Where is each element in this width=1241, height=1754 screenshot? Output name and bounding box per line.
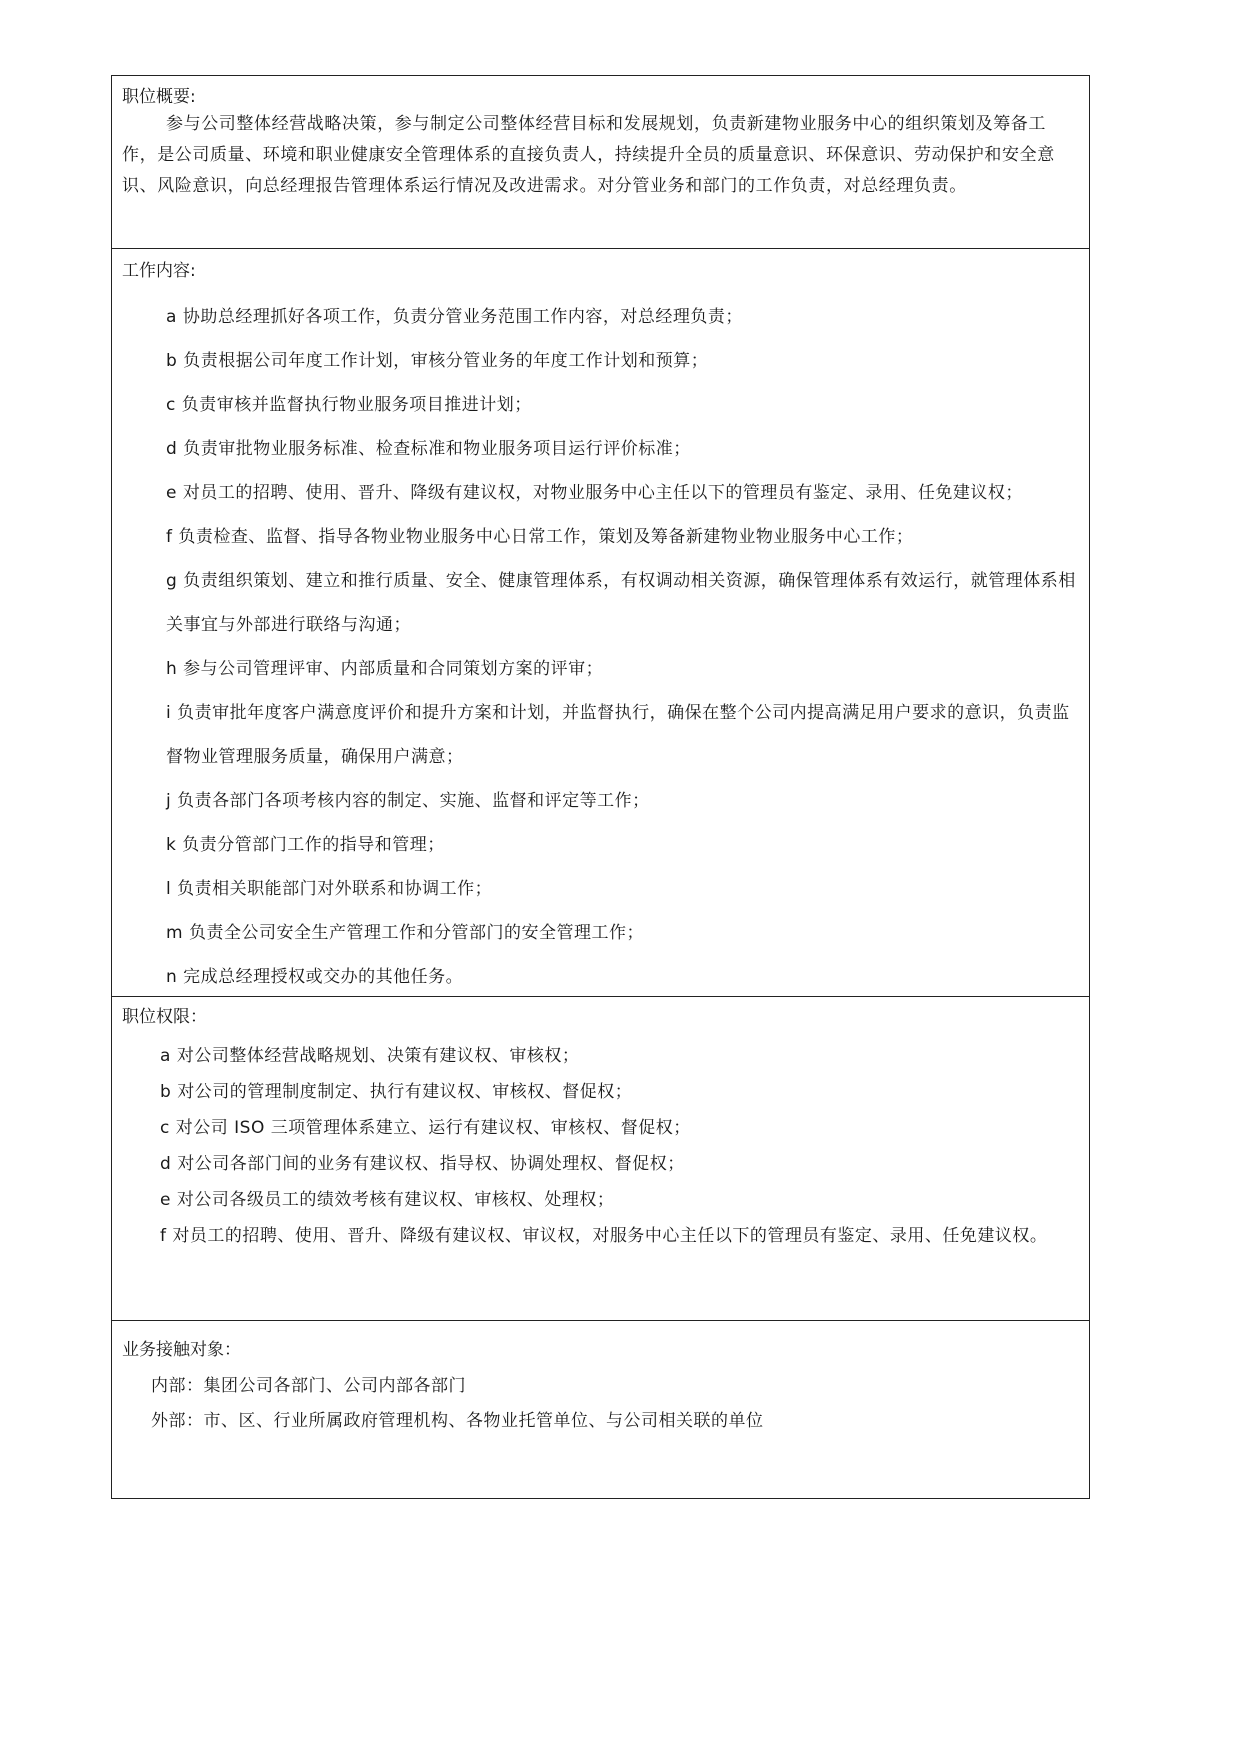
work-content-heading: 工作内容: [122, 261, 196, 281]
list-item: f 负责检查、监督、指导各物业物业服务中心日常工作，策划及筹备新建物业物业服务中心工作； [166, 527, 914, 547]
list-item: l 负责相关职能部门对外联系和协调工作； [166, 879, 493, 899]
list-item: e 对员工的招聘、使用、晋升、降级有建议权，对物业服务中心主任以下的管理员有鉴定、录用、任免建议权； [166, 483, 1023, 503]
business-contacts-heading: 业务接触对象： [122, 1340, 241, 1360]
external-contacts: 外部：市、区、行业所属政府管理机构、各物业托管单位、与公司相关联的单位 [151, 1411, 764, 1431]
list-item: b 负责根据公司年度工作计划，审核分管业务的年度工作计划和预算； [166, 351, 709, 371]
work-content-list [122, 282, 1079, 999]
job-summary-heading: 职位概要: [122, 87, 196, 107]
list-item: a 协助总经理抓好各项工作，负责分管业务范围工作内容，对总经理负责； [166, 307, 743, 327]
list-item: d 对公司各部门间的业务有建议权、指导权、协调处理权、督促权； [160, 1154, 685, 1174]
authority-list [122, 1028, 1079, 1252]
list-item: i 负责审批年度客户满意度评价和提升方案和计划，并监督执行，确保在整个公司内提高满足用户要求的意识，负责监督物业管理服务质量，确保用户满意； [166, 703, 1070, 767]
list-item: g 负责组织策划、建立和推行质量、安全、健康管理体系，有权调动相关资源，确保管理体系有效运行，就管理体系相关事宜与外部进行联络与沟通； [166, 571, 1076, 635]
list-item: c 负责审核并监督执行物业服务项目推进计划； [166, 395, 532, 415]
list-item: m 负责全公司安全生产管理工作和分管部门的安全管理工作； [166, 923, 644, 943]
internal-contacts: 内部：集团公司各部门、公司内部各部门 [151, 1376, 466, 1396]
list-item: k 负责分管部门工作的指导和管理； [166, 835, 445, 855]
job-description-table [111, 75, 1090, 1499]
list-item: f 对员工的招聘、使用、晋升、降级有建议权、审议权，对服务中心主任以下的管理员有鉴定、录用、任免建议权。 [160, 1226, 1048, 1246]
list-item: e 对公司各级员工的绩效考核有建议权、审核权、处理权； [160, 1190, 615, 1210]
list-item: h 参与公司管理评审、内部质量和合同策划方案的评审； [166, 659, 604, 679]
work-content-section [112, 248, 1089, 996]
business-contacts-section [112, 1320, 1089, 1498]
job-summary-section [112, 76, 1089, 248]
list-item: n 完成总经理授权或交办的其他任务。 [166, 967, 464, 987]
job-summary-text: 参与公司整体经营战略决策，参与制定公司整体经营目标和发展规划，负责新建物业服务中心的组织策划及筹备工作，是公司质量、环境和职业健康安全管理体系的直接负责人，持续提升全员的质量意识、环保意识、劳动保护和安全意识、风险意识，向总经理报告管理体系运行情况及改进需求。对分管业务和部门的工作负责，对总经理负责。 [122, 114, 1055, 196]
list-item: c 对公司 ISO 三项管理体系建立、运行有建议权、审核权、督促权； [160, 1118, 691, 1138]
list-item: b 对公司的管理制度制定、执行有建议权、审核权、督促权； [160, 1082, 633, 1102]
list-item: a 对公司整体经营战略规划、决策有建议权、审核权； [160, 1046, 580, 1066]
list-item: j 负责各部门各项考核内容的制定、实施、监督和评定等工作； [166, 791, 650, 811]
list-item: d 负责审批物业服务标准、检查标准和物业服务项目运行评价标准； [166, 439, 691, 459]
authority-section [112, 996, 1089, 1320]
authority-heading: 职位权限： [122, 1007, 207, 1027]
